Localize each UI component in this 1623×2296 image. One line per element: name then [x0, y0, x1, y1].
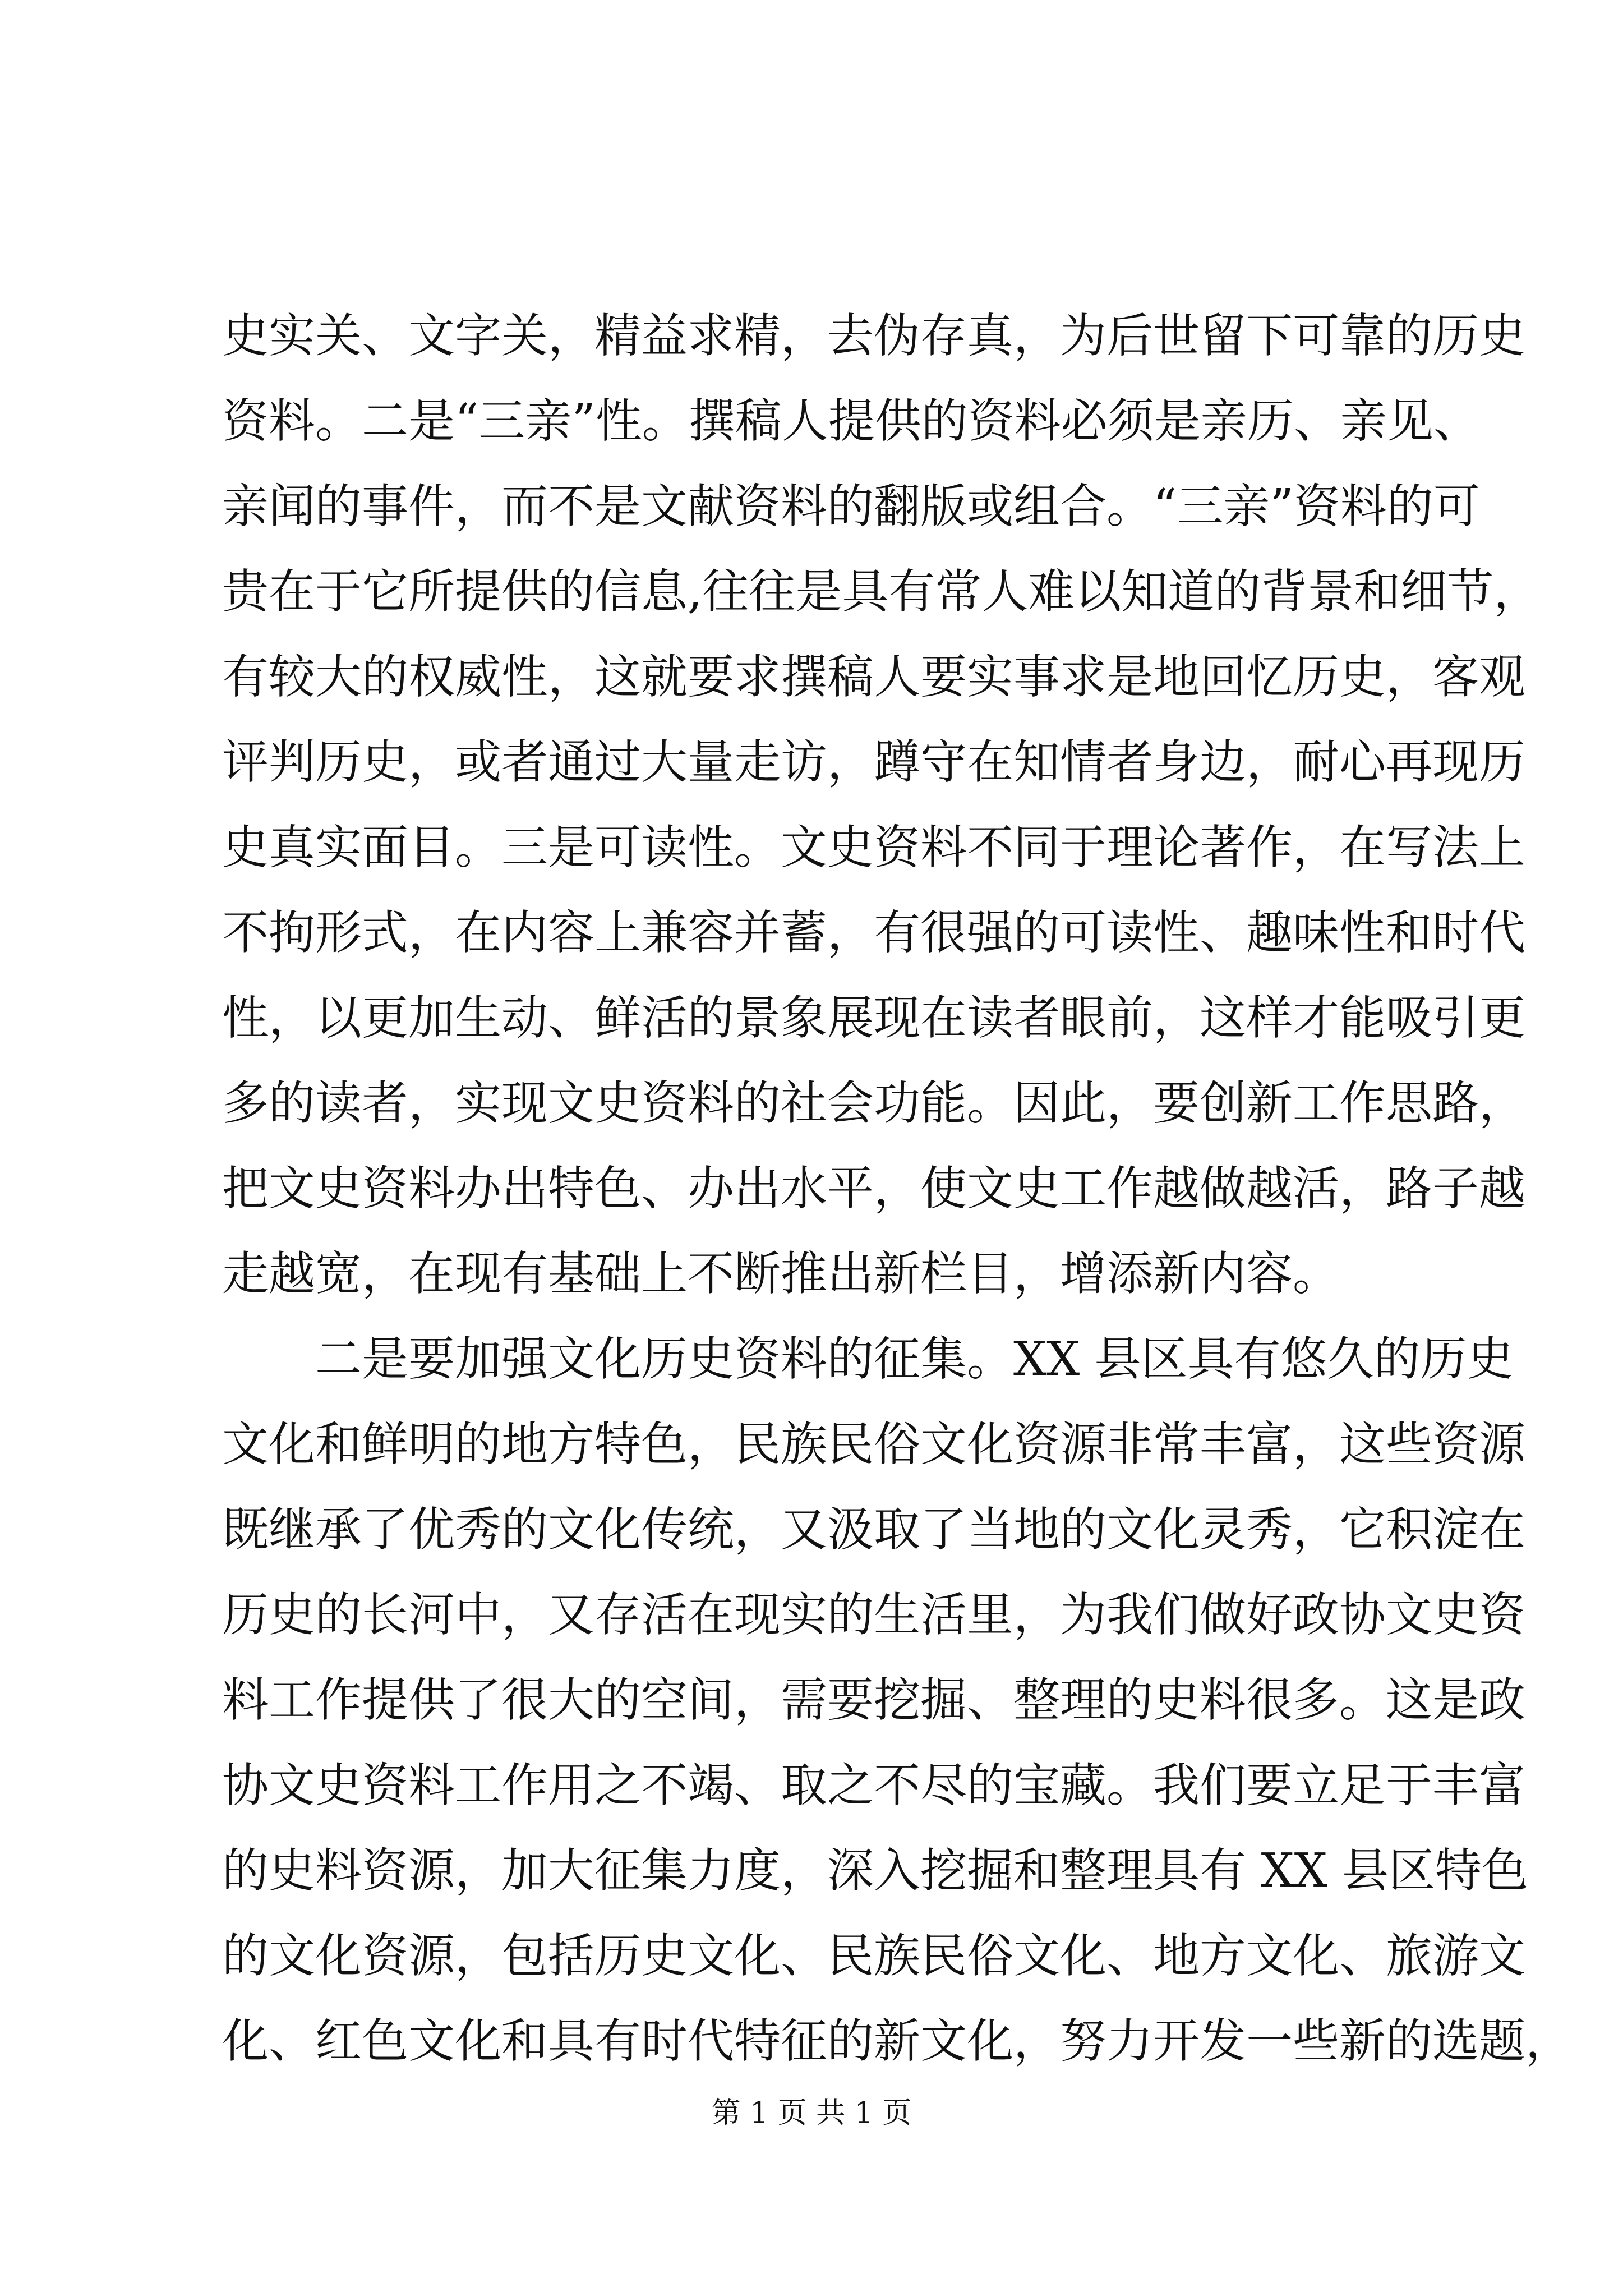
text-line: 多的读者，实现文史资料的社会功能。因此，要创新工作思路， [222, 1076, 1525, 1130]
text-line: 既继承了优秀的文化传统，又汲取了当地的文化灵秀，它积淀在 [222, 1502, 1525, 1557]
text-line: 史实关、文字关，精益求精，去伪存真，为后世留下可靠的历史 [222, 309, 1525, 363]
text-line: 的史料资源，加大征集力度，深入挖掘和整理具有 XX 县区特色 [222, 1843, 1528, 1898]
text-line: 不拘形式，在内容上兼容并蓄，有很强的可读性、趣味性和时代 [222, 905, 1525, 960]
text-line: 评判历史，或者通过大量走访，蹲守在知情者身边，耐心再现历 [222, 735, 1525, 789]
text-line: 贵在于它所提供的信息,往往是具有常人难以知道的背景和细节， [222, 564, 1541, 619]
paragraph-1 [222, 293, 1541, 1317]
text-line: 化、红色文化和具有时代特征的新文化，努力开发一些新的选题， [222, 2014, 1572, 2068]
text-line: 走越宽，在现有基础上不断推出新栏目，增添新内容。 [222, 1246, 1339, 1301]
text-line: 亲闻的事件，而不是文献资料的翻版或组合。“三亲”资料的可 [222, 479, 1480, 533]
text-line: 协文史资料工作用之不竭、取之不尽的宝藏。我们要立足于丰富 [222, 1758, 1525, 1812]
text-line: 的文化资源，包括历史文化、民族民俗文化、地方文化、旅游文 [222, 1929, 1525, 1983]
text-line: 性，以更加生动、鲜活的景象展现在读者眼前，这样才能吸引更 [222, 991, 1525, 1045]
text-line: 史真实面目。三是可读性。文史资料不同于理论著作，在写法上 [222, 820, 1525, 875]
text-line: 资料。二是“三亲”性。撰稿人提供的资料必须是亲历、亲见、 [222, 394, 1480, 448]
page-number: 第 1 页 共 1 页 [711, 2096, 912, 2130]
text-line: 文化和鲜明的地方特色，民族民俗文化资源非常丰富，这些资源 [222, 1417, 1525, 1471]
paragraph-2 [222, 1317, 1572, 2084]
page-footer [0, 2093, 1623, 2133]
text-line: 历史的长河中，又存活在现实的生活里，为我们做好政协文史资 [222, 1588, 1525, 1642]
text-line: 二是要加强文化历史资料的征集。XX 县区具有悠久的历史 [315, 1332, 1514, 1386]
text-line: 料工作提供了很大的空间，需要挖掘、整理的史料很多。这是政 [222, 1673, 1525, 1727]
document-body [222, 293, 1572, 2084]
text-line: 把文史资料办出特色、办出水平，使文史工作越做越活，路子越 [222, 1161, 1525, 1216]
text-line: 有较大的权威性，这就要求撰稿人要实事求是地回忆历史，客观 [222, 650, 1525, 704]
